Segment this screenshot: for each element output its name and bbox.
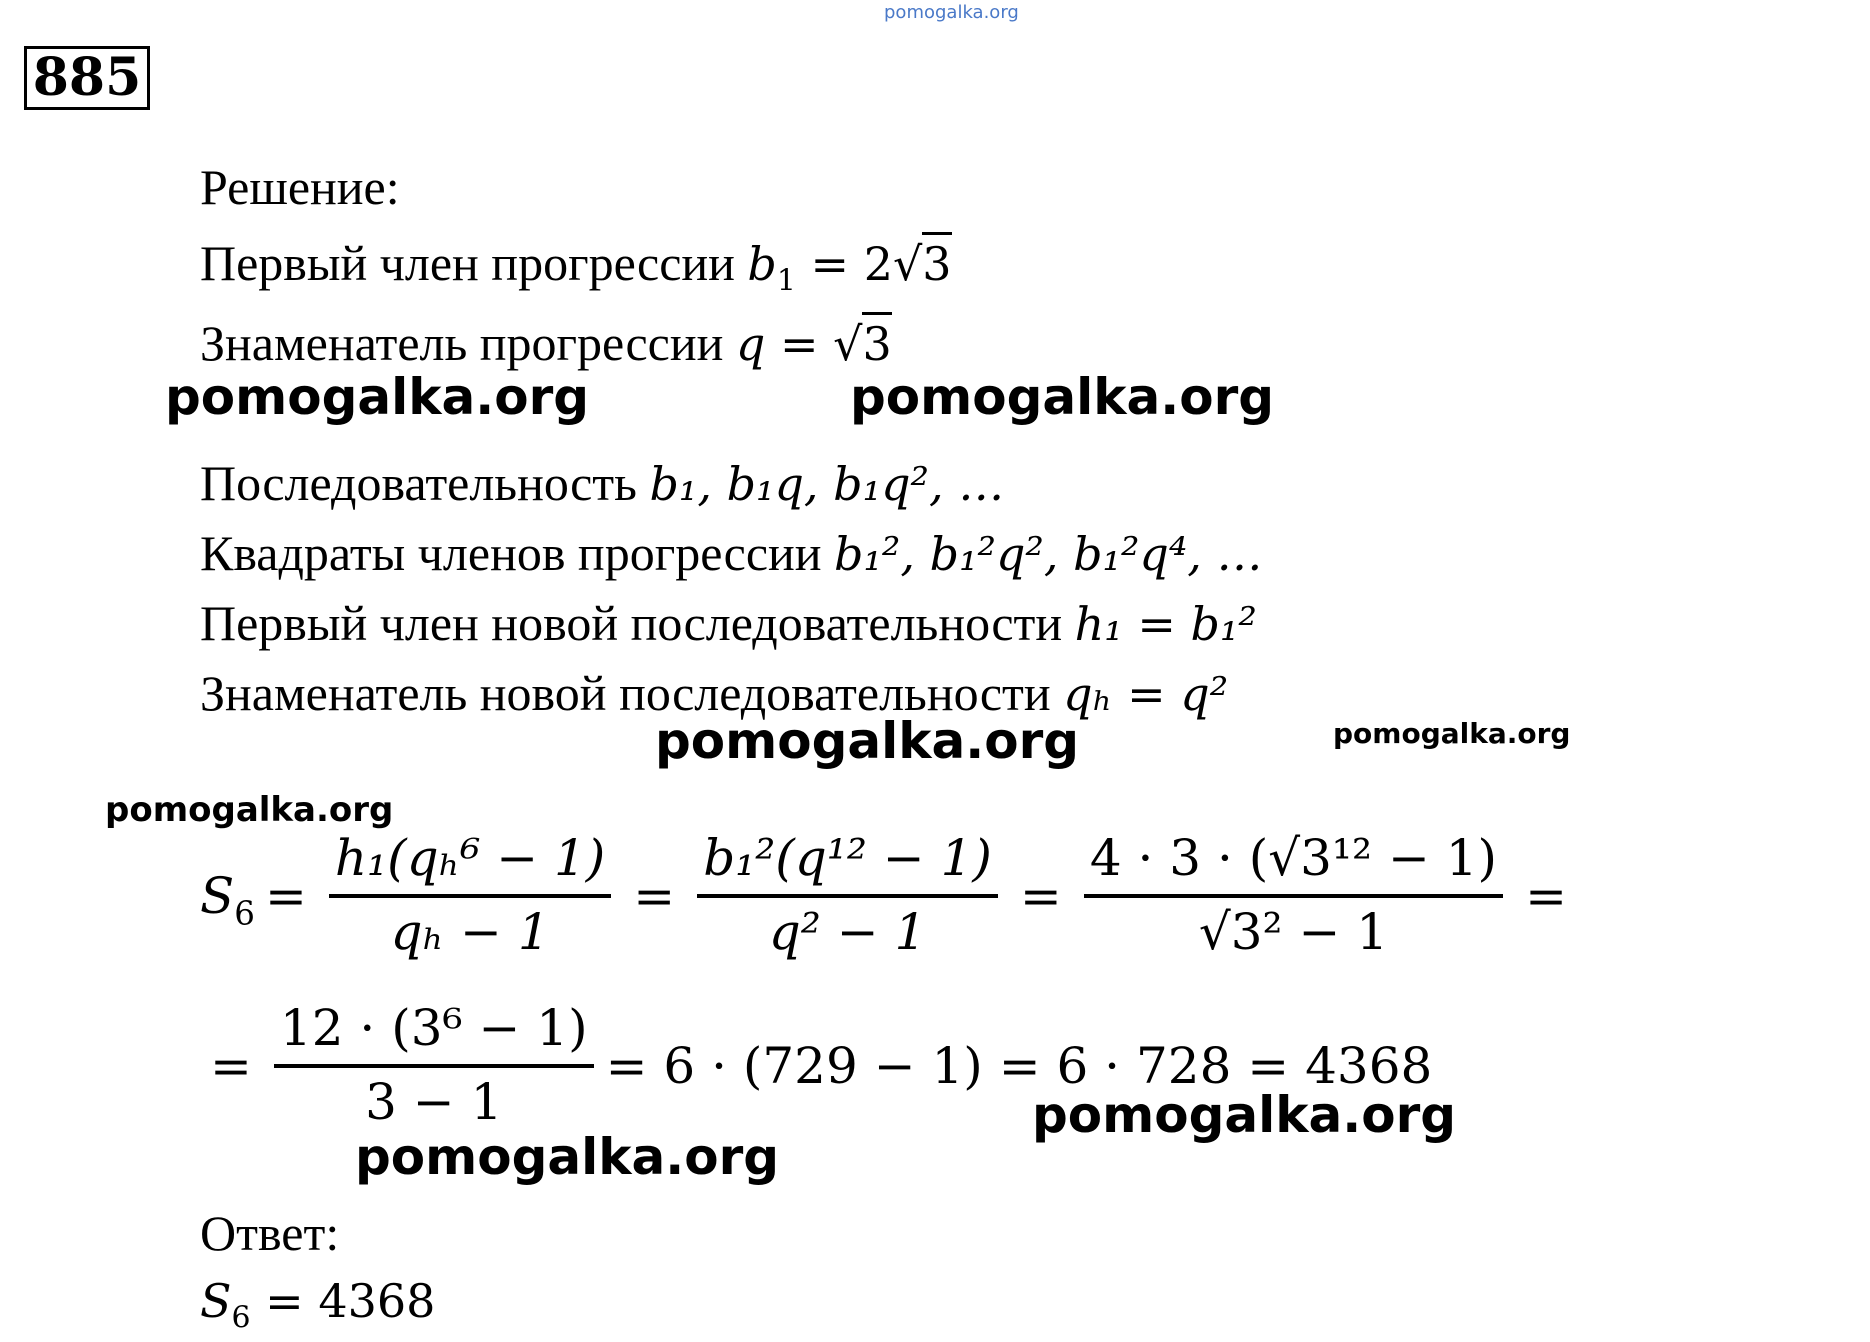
evaluation-rest: = 6 · (729 − 1) = 6 · 728 = 4368 xyxy=(605,1036,1433,1095)
first-term-text: Первый член прогрессии xyxy=(200,235,735,291)
sequence-text: Последовательность xyxy=(200,455,637,511)
line-new-ratio xyxy=(200,665,1229,721)
new-first-term-text: Первый член новой последовательности xyxy=(200,595,1063,651)
problem-number: 885 xyxy=(24,46,150,110)
watermark: pomogalka.org xyxy=(165,368,590,426)
new-ratio-formula: qₕ = q² xyxy=(1063,667,1229,721)
watermark: pomogalka.org xyxy=(355,1128,780,1186)
ratio-text: Знаменатель прогрессии xyxy=(200,315,724,371)
fraction-3: $\frac{\text{4 · 3 · (√3¹² − 1)}}{\text{√3² − 1}}$ xyxy=(1084,830,1503,961)
watermark: pomogalka.org xyxy=(1333,717,1571,750)
answer-formula: $S_6 = 4368$ xyxy=(200,1274,436,1336)
new-first-term-formula: h₁ = b₁² xyxy=(1074,597,1257,651)
watermark: pomogalka.org xyxy=(105,790,394,830)
line-first-term xyxy=(200,235,952,299)
fraction-4: $\frac{\text{12 · (3⁶ − 1)}}{3 - 1}$ xyxy=(274,1000,594,1131)
answer-label: Ответ: xyxy=(200,1205,340,1261)
sum-lhs: $S_6$ xyxy=(200,866,255,932)
formula-evaluation: = $\frac{\text{12 · (3⁶ − 1)}}{3 - 1}$ = 6 · (729 − 1) = 6 · 728 = 4368 xyxy=(210,999,1433,1131)
squares-text: Квадраты членов прогрессии xyxy=(200,525,822,581)
solution-label: Решение: xyxy=(200,159,400,215)
sequence-formula: b₁, b₁q, b₁q², … xyxy=(649,457,1005,511)
fraction-1: $\frac{\text{h₁(qₕ⁶ − 1)}}{\text{qₕ − 1}}$ xyxy=(329,830,611,961)
answer xyxy=(200,1274,436,1336)
line-sequence xyxy=(200,455,1005,511)
fraction-2: $\frac{\text{b₁²(q¹² − 1)}}{\text{q² − 1}}$ xyxy=(697,830,998,961)
header-watermark: pomogalka.org xyxy=(884,2,1019,23)
new-ratio-text: Знаменатель новой последовательности xyxy=(200,665,1051,721)
watermark: pomogalka.org xyxy=(655,712,1080,770)
line-squares xyxy=(200,525,1263,581)
watermark: pomogalka.org xyxy=(850,368,1275,426)
watermark: pomogalka.org xyxy=(1032,1086,1457,1144)
line-ratio xyxy=(200,315,892,371)
formula-sum: $S_6$ = $\frac{\text{h₁(qₕ⁶ − 1)}}{\text{qₕ − 1}}$ = $\frac{\text{b₁²(q¹² − 1)}}{\text{q² − 1}}$ = $\frac{\text{4 · 3 · (√3¹² − 1)}}{\text{√3² − 1}}$ = xyxy=(200,829,1567,961)
ratio-formula: q = √3 xyxy=(736,312,892,371)
line-new-first-term xyxy=(200,595,1257,651)
squares-formula: b₁², b₁²q², b₁²q⁴, … xyxy=(834,527,1263,581)
first-term-formula: $b_1 = 2√3$ xyxy=(747,237,951,291)
